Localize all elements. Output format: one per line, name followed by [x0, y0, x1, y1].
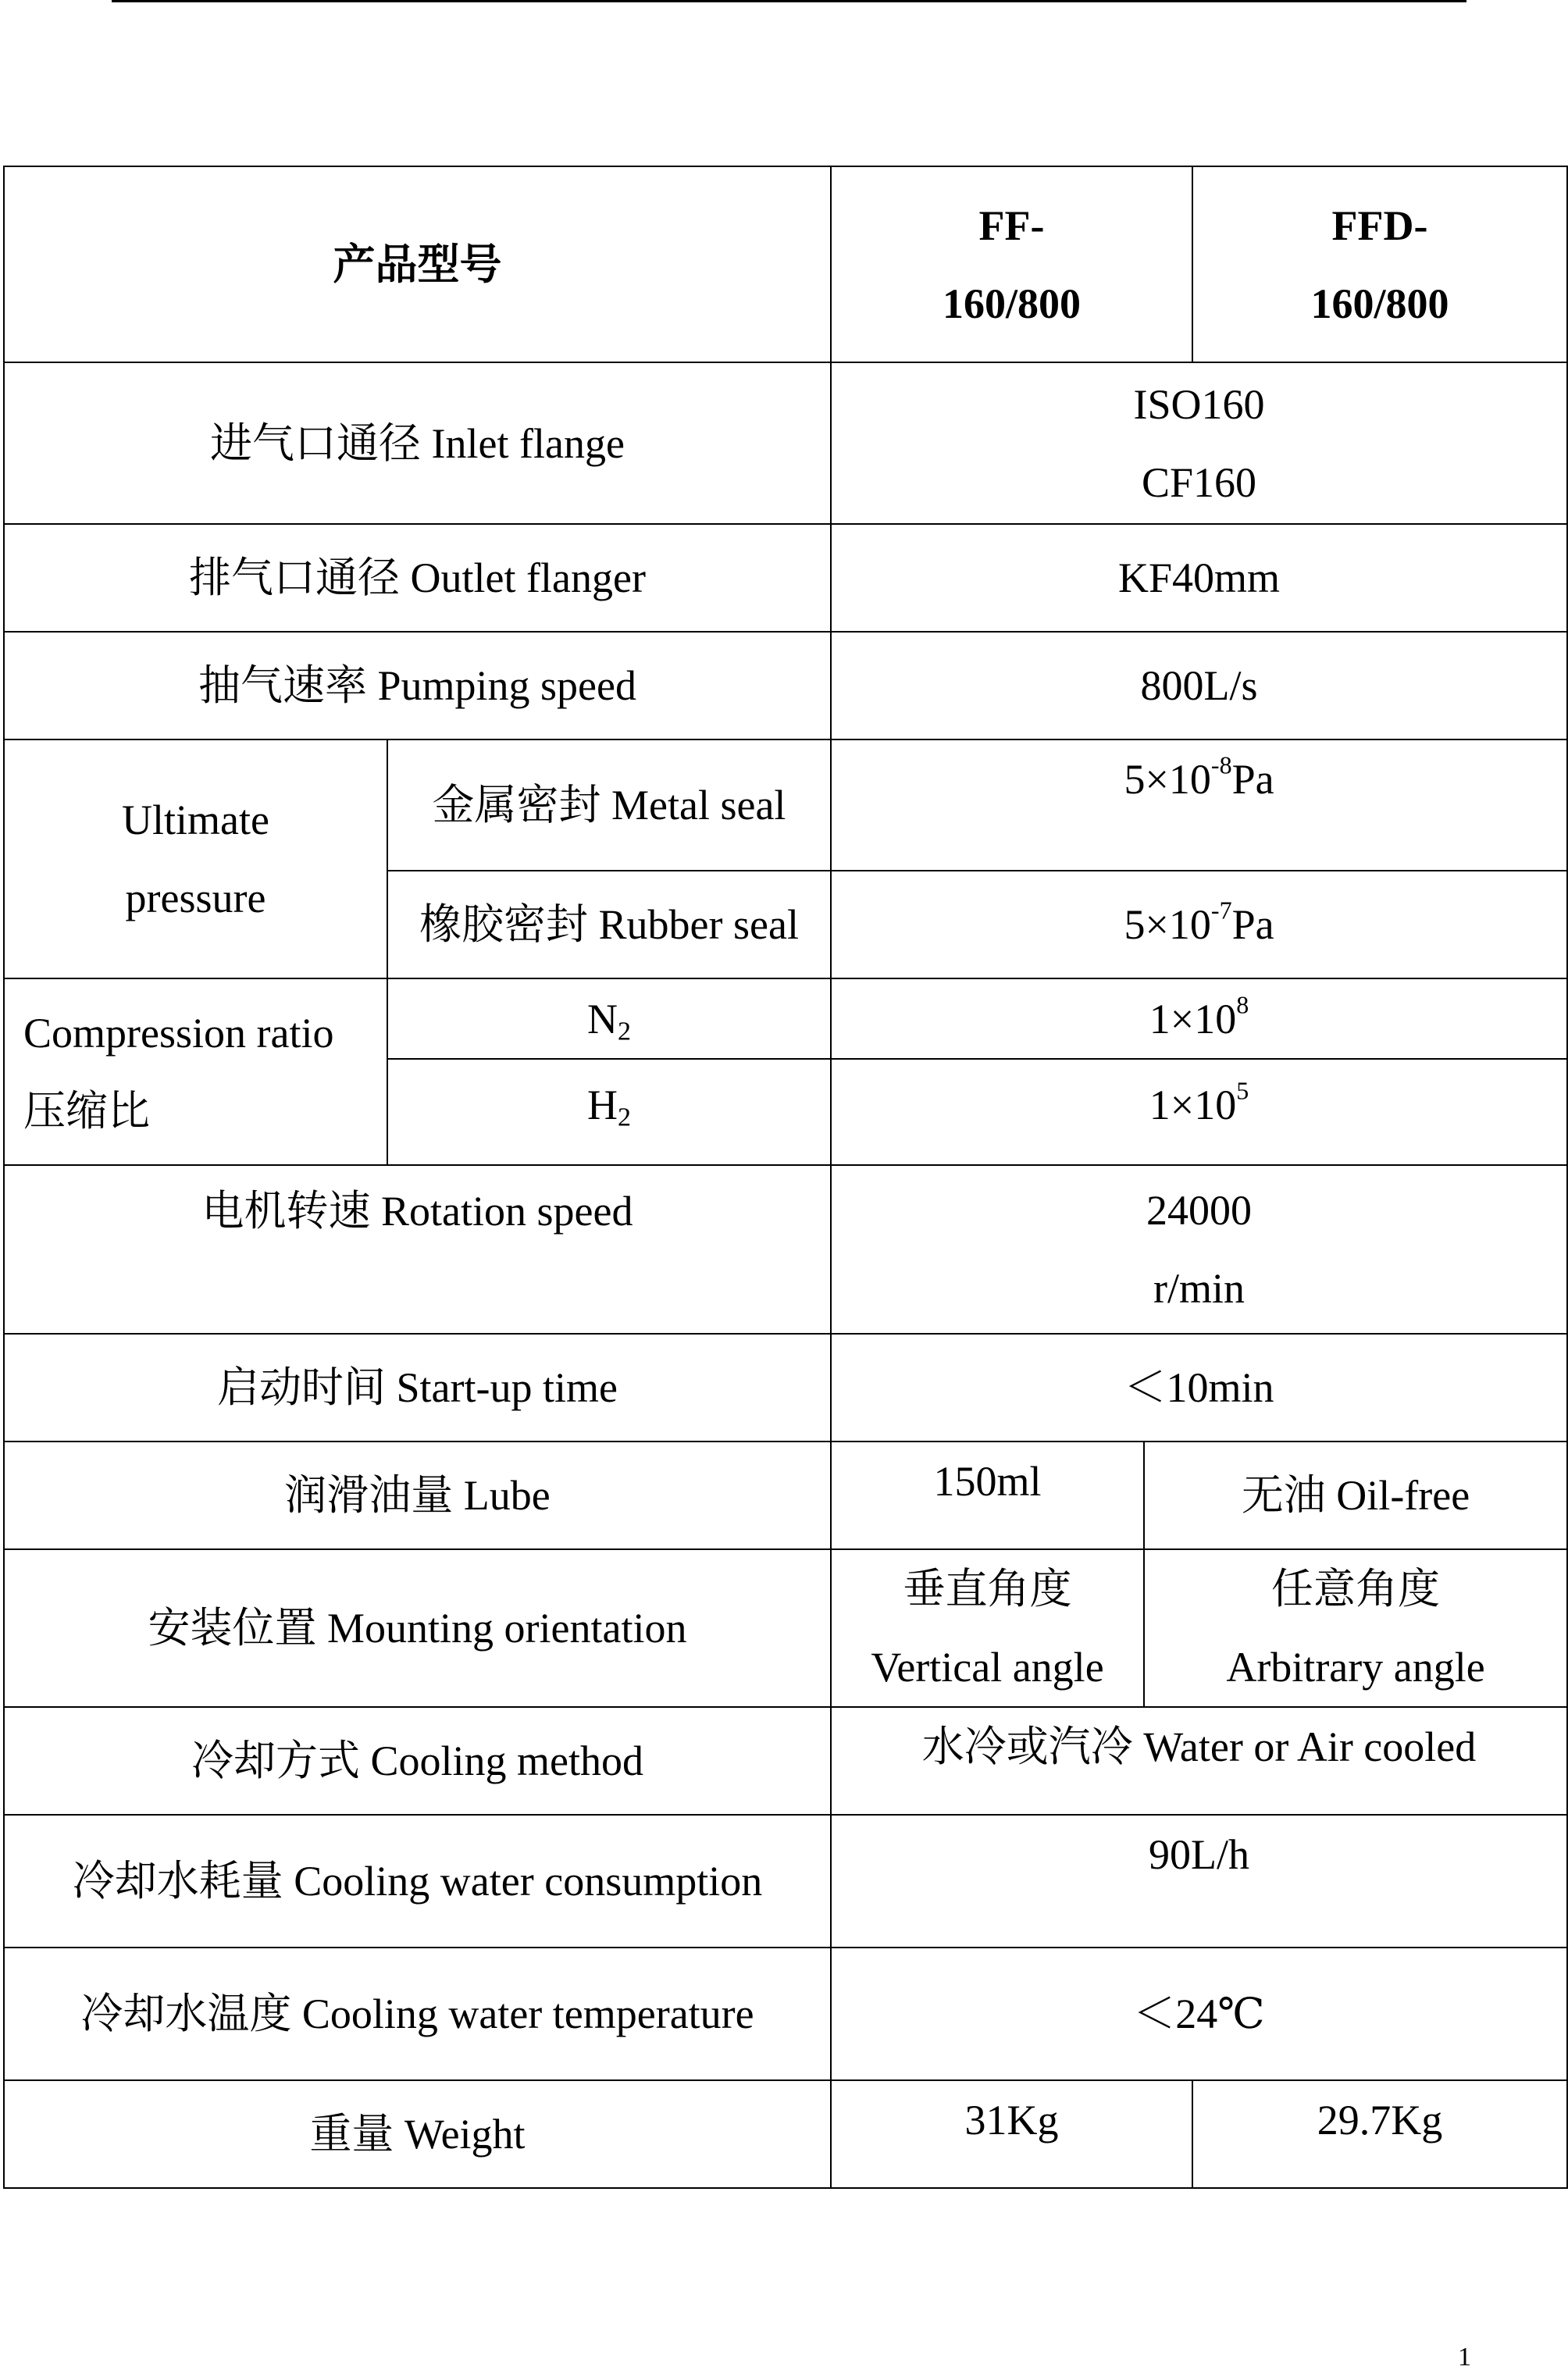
- lube-label: 润滑油量 Lube: [4, 1442, 831, 1549]
- model-ff-header: FF- 160/800: [831, 166, 1192, 362]
- inlet-label: 进气口通径 Inlet flange: [4, 362, 831, 524]
- weight-ff-value: 31Kg: [831, 2080, 1192, 2188]
- row-weight: [4, 2080, 1567, 2188]
- spec-table: [3, 166, 1568, 2189]
- pumping-speed-label: 抽气速率 Pumping speed: [4, 632, 831, 739]
- weight-ffd-value: 29.7Kg: [1192, 2080, 1567, 2188]
- top-rule: [112, 0, 1466, 2]
- h2-label: $H_2$: [387, 1059, 831, 1165]
- cooling-method-label: 冷却方式 Cooling method: [4, 1707, 831, 1815]
- cooling-water-consumption-value: 90L/h: [831, 1815, 1567, 1948]
- row-startup-time: [4, 1334, 1567, 1442]
- rotation-speed-value: 24000 r/min: [831, 1165, 1567, 1334]
- row-pumping-speed: [4, 632, 1567, 739]
- cooling-water-temperature-label: 冷却水温度 Cooling water temperature: [4, 1948, 831, 2080]
- mounting-ff-value: 垂直角度 Vertical angle: [831, 1549, 1144, 1707]
- n2-label: $N_2$: [387, 978, 831, 1059]
- product-model-label: 产品型号: [4, 166, 831, 362]
- pumping-speed-value: 800L/s: [831, 632, 1567, 739]
- weight-label: 重量 Weight: [4, 2080, 831, 2188]
- inlet-value: ISO160 CF160: [831, 362, 1567, 524]
- row-outlet: [4, 524, 1567, 632]
- row-rotation-speed: [4, 1165, 1567, 1334]
- rotation-speed-label: 电机转速 Rotation speed: [4, 1165, 831, 1334]
- rubber-seal-label: 橡胶密封 Rubber seal: [387, 871, 831, 978]
- mounting-ffd-value: 任意角度 Arbitrary angle: [1144, 1549, 1567, 1707]
- n2-value: $1\times 10^8$: [831, 978, 1567, 1059]
- metal-seal-value: $5\times 10^{-8}Pa$: [831, 739, 1567, 871]
- cooling-water-consumption-label: 冷却水耗量 Cooling water consumption: [4, 1815, 831, 1948]
- metal-seal-label: 金属密封 Metal seal: [387, 739, 831, 871]
- cooling-water-temperature-value: ＜24℃: [831, 1948, 1567, 2080]
- row-mounting-orientation: [4, 1549, 1567, 1707]
- cooling-method-value: 水冷或汽冷 Water or Air cooled: [831, 1707, 1567, 1815]
- row-cooling-water-consumption: [4, 1815, 1567, 1948]
- mounting-label: 安装位置 Mounting orientation: [4, 1549, 831, 1707]
- lube-ffd-value: 无油 Oil-free: [1144, 1442, 1567, 1549]
- startup-time-value: ＜10min: [831, 1334, 1567, 1442]
- row-ultimate-metal: [4, 739, 1567, 871]
- header-row: [4, 166, 1567, 362]
- row-lube: [4, 1442, 1567, 1549]
- row-inlet: [4, 362, 1567, 524]
- startup-time-label: 启动时间 Start-up time: [4, 1334, 831, 1442]
- ultimate-pressure-label: Ultimate pressure: [4, 739, 387, 978]
- rubber-seal-value: $5\times 10^{-7}Pa$: [831, 871, 1567, 978]
- lube-ff-value: 150ml: [831, 1442, 1144, 1549]
- compression-ratio-label: Compression ratio 压缩比: [4, 978, 387, 1165]
- row-cooling-method: [4, 1707, 1567, 1815]
- h2-value: $1\times 10^5$: [831, 1059, 1567, 1165]
- row-compression-n2: [4, 978, 1567, 1059]
- outlet-label: 排气口通径 Outlet flanger: [4, 524, 831, 632]
- outlet-value: KF40mm: [831, 524, 1567, 632]
- model-ffd-header: FFD- 160/800: [1192, 166, 1567, 362]
- page-number: 1: [1458, 2343, 1471, 2372]
- row-cooling-water-temperature: [4, 1948, 1567, 2080]
